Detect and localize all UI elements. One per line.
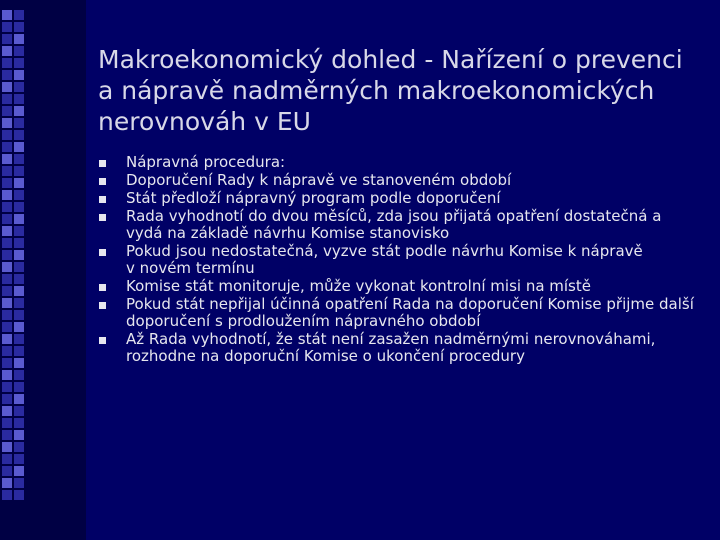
decor-square [14, 94, 24, 104]
decor-square [2, 274, 12, 284]
decor-square [14, 346, 24, 356]
decor-square [2, 298, 12, 308]
decor-square [2, 382, 12, 392]
decor-square [14, 298, 24, 308]
decor-square [14, 70, 24, 80]
bullet-text: Stát předloží nápravný program podle doporučení [126, 189, 501, 207]
decor-square [2, 250, 12, 260]
square-bullet-icon [99, 249, 106, 256]
decor-square [2, 442, 12, 452]
decor-square [14, 286, 24, 296]
decor-square [14, 274, 24, 284]
decor-square [14, 418, 24, 428]
decor-square [14, 358, 24, 368]
decor-square [14, 166, 24, 176]
bullet-item [98, 190, 698, 207]
decor-square [14, 490, 24, 500]
decor-square [14, 178, 24, 188]
decor-square [2, 406, 12, 416]
decor-square [2, 82, 12, 92]
decor-square [2, 454, 12, 464]
decor-square [2, 34, 12, 44]
decor-square [14, 154, 24, 164]
decor-square [2, 346, 12, 356]
decor-square [14, 322, 24, 332]
decor-square [2, 238, 12, 248]
decor-square [2, 418, 12, 428]
bullet-text: Rada vyhodnotí do dvou měsíců, zda jsou přijatá opatření dostatečná a vydá na základě návrhu Komise stanovisko [126, 207, 662, 242]
square-bullet-icon [99, 160, 106, 167]
decor-square [14, 310, 24, 320]
decor-square [14, 370, 24, 380]
bullet-text: Pokud stát nepřijal účinná opatření Rada na doporučení Komise přijme další doporučení s prodloužením nápravného období [126, 295, 694, 330]
decor-square [14, 394, 24, 404]
decor-square [14, 118, 24, 128]
decor-square [14, 214, 24, 224]
decor-square [14, 226, 24, 236]
decor-square [14, 262, 24, 272]
decor-square [2, 106, 12, 116]
decor-square [2, 466, 12, 476]
square-bullet-icon [99, 284, 106, 291]
decor-square [2, 478, 12, 488]
decor-square [2, 202, 12, 212]
bullet-text: Doporučení Rady k nápravě ve stanoveném období [126, 171, 512, 189]
square-pattern-decoration [2, 10, 24, 510]
decor-square [2, 130, 12, 140]
decor-square [14, 106, 24, 116]
decor-square [14, 34, 24, 44]
decor-square [2, 154, 12, 164]
decor-square [2, 10, 12, 20]
decor-square [14, 454, 24, 464]
decor-square [14, 46, 24, 56]
decor-square [2, 178, 12, 188]
left-decorative-strip [0, 0, 86, 540]
decor-square [2, 358, 12, 368]
decor-square [14, 238, 24, 248]
decor-square [14, 442, 24, 452]
decor-square [14, 334, 24, 344]
square-bullet-icon [99, 214, 106, 221]
decor-square [2, 370, 12, 380]
decor-square [2, 334, 12, 344]
decor-square [2, 310, 12, 320]
decor-square [2, 118, 12, 128]
decor-square [2, 70, 12, 80]
square-bullet-icon [99, 337, 106, 344]
decor-square [14, 382, 24, 392]
bullet-item [98, 331, 698, 365]
bullet-text: Komise stát monitoruje, může vykonat kontrolní misi na místě [126, 277, 591, 295]
decor-square [2, 22, 12, 32]
decor-square [2, 94, 12, 104]
decor-square [2, 286, 12, 296]
square-bullet-icon [99, 178, 106, 185]
bullet-text: Až Rada vyhodnotí, že stát není zasažen nadměrnými nerovnováhami, rozhodne na doporuční Komise o ukončení procedury [126, 330, 656, 365]
decor-square [14, 466, 24, 476]
decor-square [2, 430, 12, 440]
decor-square [14, 478, 24, 488]
decor-square [14, 142, 24, 152]
decor-square [14, 10, 24, 20]
bullet-list [98, 154, 698, 366]
slide-title: Makroekonomický dohled - Nařízení o prevenci a nápravě nadměrných makroekonomických nerovnováh v EU [98, 45, 683, 136]
bullet-item [98, 296, 698, 330]
decor-square [14, 406, 24, 416]
decor-square [14, 22, 24, 32]
bullet-item [98, 172, 698, 189]
decor-square [14, 58, 24, 68]
decor-square [14, 250, 24, 260]
decor-square [2, 166, 12, 176]
decor-square [14, 130, 24, 140]
decor-square [2, 190, 12, 200]
bullet-item [98, 243, 698, 277]
decor-square [14, 82, 24, 92]
decor-square [2, 394, 12, 404]
decor-square [14, 430, 24, 440]
decor-square [14, 202, 24, 212]
bullet-text: Nápravná procedura: [126, 153, 286, 171]
decor-square [2, 46, 12, 56]
bullet-item [98, 278, 698, 295]
square-bullet-icon [99, 302, 106, 309]
bullet-text: Pokud jsou nedostatečná, vyzve stát podle návrhu Komise k nápravě v novém termínu [126, 242, 643, 277]
square-bullet-icon [99, 196, 106, 203]
decor-square [2, 58, 12, 68]
decor-square [14, 190, 24, 200]
bullet-item [98, 154, 698, 171]
decor-square [2, 262, 12, 272]
decor-square [2, 214, 12, 224]
decor-square [2, 322, 12, 332]
decor-square [2, 142, 12, 152]
bullet-item [98, 208, 698, 242]
decor-square [2, 490, 12, 500]
decor-square [2, 226, 12, 236]
